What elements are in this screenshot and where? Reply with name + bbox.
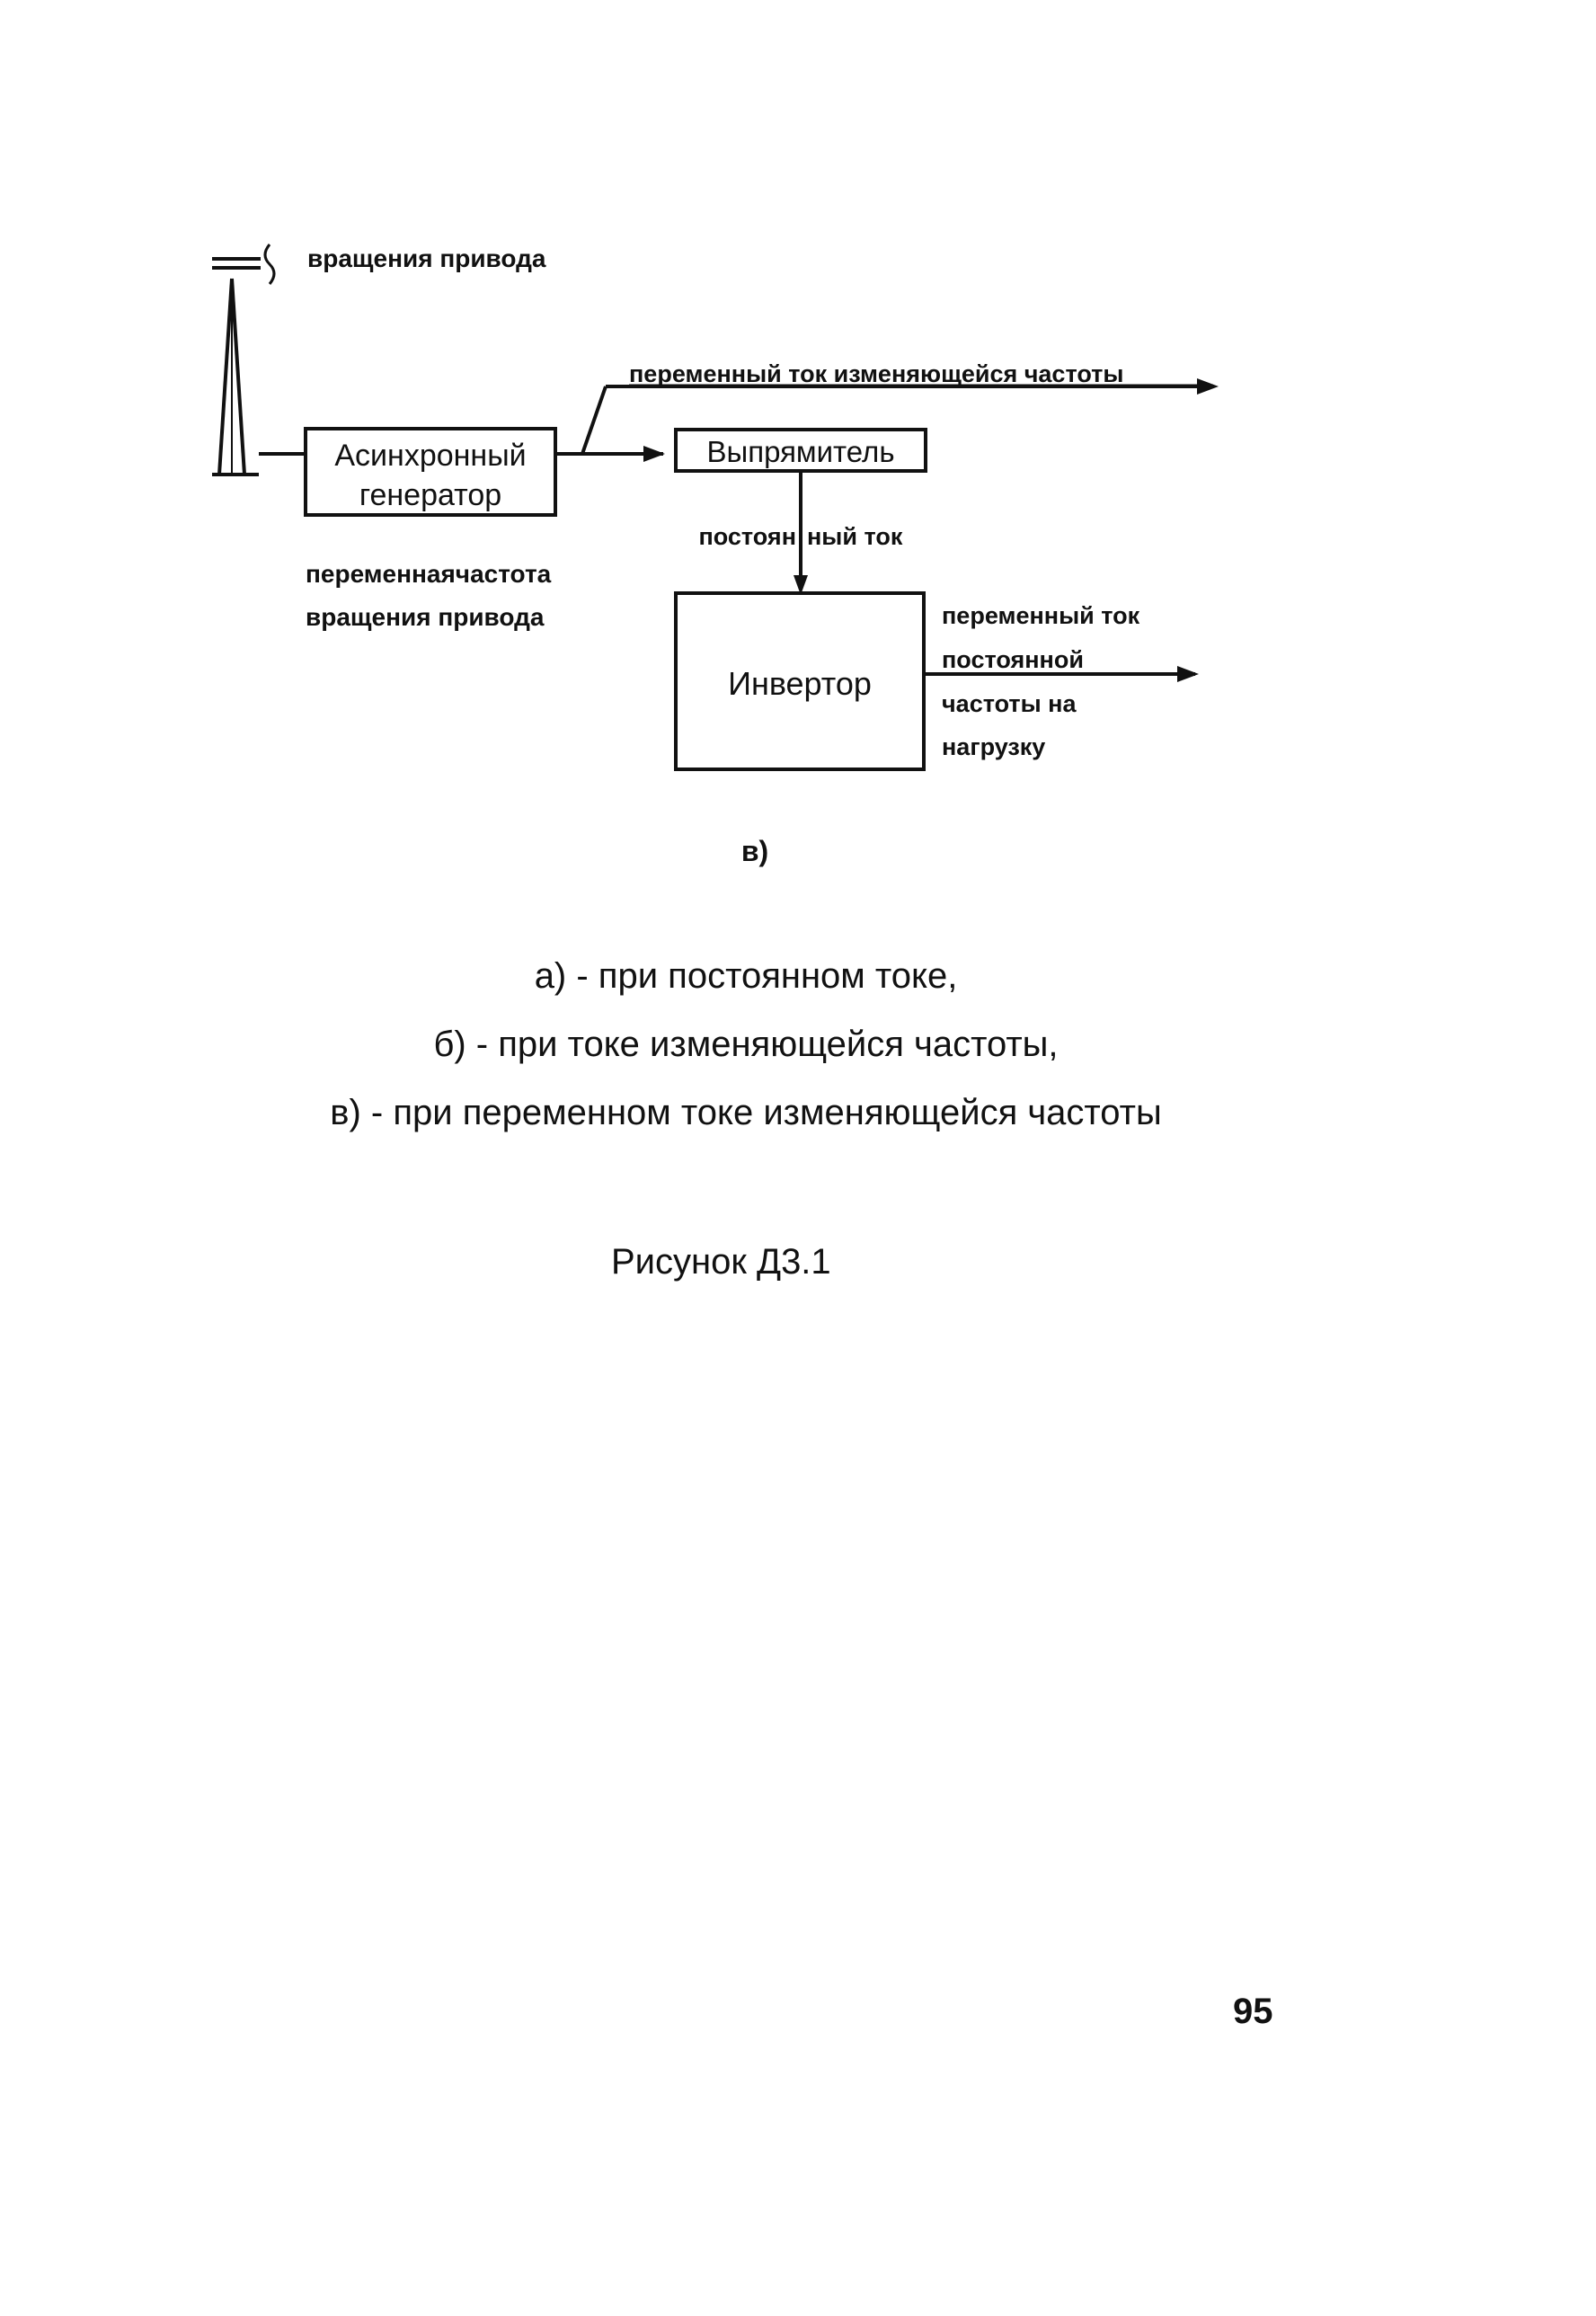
- rectifier-label: Выпрямитель: [706, 435, 895, 468]
- variable-speed-note-line1: переменнаячастота: [306, 560, 552, 588]
- inverter-output-line3: частоты на: [942, 690, 1077, 717]
- inverter-output-line1: переменный ток: [942, 602, 1140, 629]
- dc-link-label-left: постоян: [698, 523, 796, 550]
- inverter-output-line4: нагрузку: [942, 733, 1046, 760]
- figure-title: Рисунок Д3.1: [611, 1242, 831, 1282]
- generator-label-line2: генератор: [359, 478, 502, 512]
- arrow-load-output: [1177, 666, 1199, 682]
- drive-rotation-label: вращения привода: [307, 244, 546, 272]
- inverter-output-line2: постоянной: [942, 646, 1084, 673]
- caption-a: а) - при постоянном токе,: [534, 956, 958, 996]
- block-diagram: [0, 0, 1596, 899]
- inverter-label: Инвертор: [728, 665, 872, 702]
- page-number: 95: [1233, 1992, 1273, 2031]
- variable-speed-note-line2: вращения привода: [306, 603, 545, 631]
- drive-shaft-symbol: [212, 244, 306, 475]
- arrow-to-rectifier: [643, 446, 665, 462]
- caption-c: в) - при переменном токе изменяющейся частоты: [330, 1093, 1162, 1132]
- ac-variable-output-label: переменный ток изменяющейся частоты: [629, 360, 1124, 387]
- caption-b: б) - при токе изменяющейся частоты,: [433, 1025, 1059, 1064]
- dc-link-label-right: ный ток: [807, 523, 903, 550]
- generator-label-line1: Асинхронный: [334, 439, 527, 473]
- subfigure-label: в): [740, 835, 769, 867]
